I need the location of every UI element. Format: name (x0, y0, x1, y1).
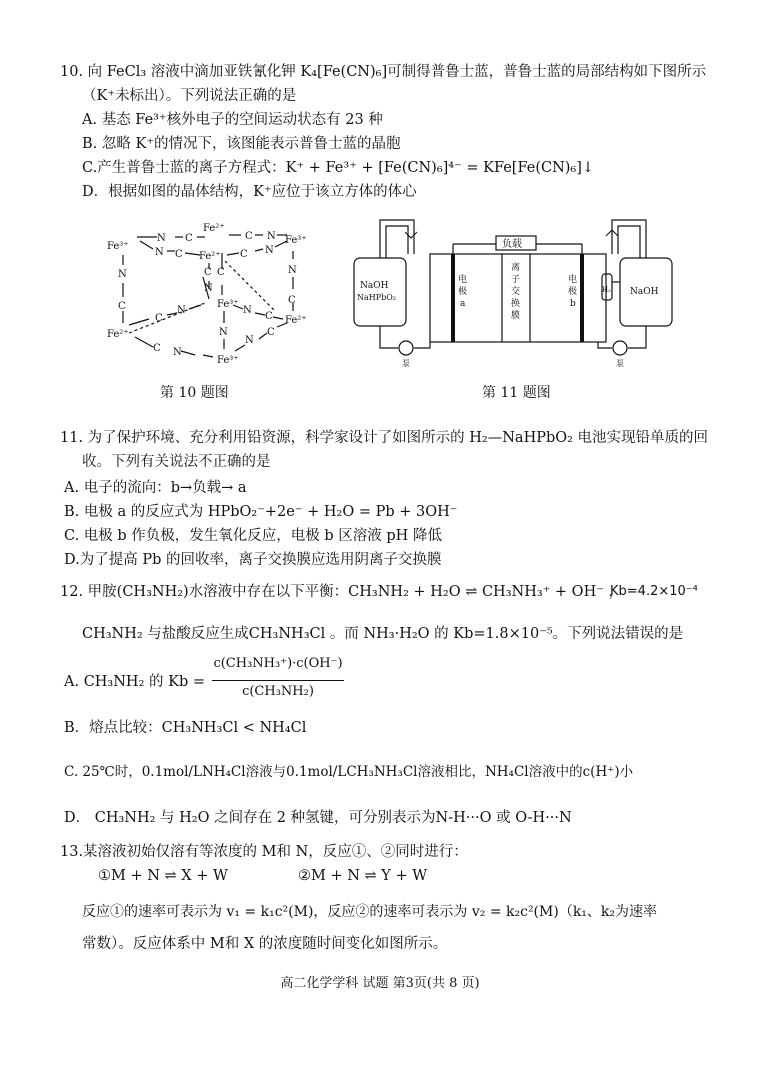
fe2-label: Fe²⁺ (203, 223, 225, 234)
n-label: N (265, 245, 274, 256)
q11-stem-line1: 11. 为了保护环境、充分利用铅资源，科学家设计了如图所示的 H₂—NaHPbO₂ 电池实现铅单质的回 (60, 430, 709, 446)
fe3-label: Fe³⁺ (217, 299, 239, 310)
fig10-caption: 第 10 题图 (160, 385, 229, 401)
q12-option-a-prefix: A. CH₃NH₂ 的 Kb = (64, 674, 205, 690)
c-label: C (153, 343, 161, 354)
q12-stem-line2: CH₃NH₂ 与盐酸反应生成CH₃NH₃Cl 。而 NH₃·H₂O 的 Kb=1.8×10⁻⁵。下列说法错误的是 (82, 626, 684, 642)
q11-stem-line2: 收。下列有关说法不正确的是 (82, 454, 271, 470)
n-label: N (245, 335, 254, 346)
n-label: N (118, 269, 127, 280)
q11-option-b: B. 电极 a 的反应式为 HPbO₂⁻+2e⁻ + H₂O = Pb + 3OH⁻ (64, 504, 458, 520)
c-label: C (288, 295, 296, 306)
q10-option-d: D．根据如图的晶体结构，K⁺应位于该立方体的体心 (82, 184, 417, 200)
electrode-a-char1: 电 (458, 275, 468, 285)
fe3-label: Fe³⁺ (217, 355, 239, 366)
n-label: N (267, 231, 276, 242)
left-tank-label-2: NaHPbO₂ (357, 293, 397, 302)
q11-option-a: A. 电子的流向：b→负载→ a (64, 480, 247, 496)
q12-kb-numerator: c(CH₃NH₃⁺)·c(OH⁻) (213, 656, 343, 671)
q10-stem-line1: 10. 向 FeCl₃ 溶液中滴加亚铁氰化钾 K₄[Fe(CN)₆]可制得普鲁士蓝，普鲁士蓝的局部结构如下图所示 (60, 64, 707, 80)
prussian-blue-structure-diagram (105, 215, 330, 370)
fig11-caption: 第 11 题图 (482, 385, 551, 401)
electrode-b-char3: b (570, 299, 576, 309)
n-label: N (155, 247, 164, 258)
left-pump-label: 泵 (402, 359, 410, 368)
c-label: C (175, 249, 183, 260)
q13-stem-line2: 反应①的速率可表示为 v₁ = k₁c²(M)，反应②的速率可表示为 v₂ = k₂c²(M)（k₁、k₂为速率 (82, 904, 658, 920)
electrode-b-char1: 电 (568, 275, 578, 285)
q10-option-c: C.产生普鲁士蓝的离子方程式：K⁺ + Fe³⁺ + [Fe(CN)₆]⁴⁻ = KFe[Fe(CN)₆]↓ (82, 160, 595, 176)
q13-stem-line3: 常数）。反应体系中 M和 X 的浓度随时间变化如图所示。 (82, 936, 448, 952)
q10-option-b: B. 忽略 K⁺的情况下，该图能表示普鲁士蓝的晶胞 (82, 136, 401, 152)
fraction-bar (212, 680, 344, 681)
page-footer: 高二化学学科 试题 第3页(共 8 页) (280, 976, 480, 991)
n-label: N (177, 305, 186, 316)
q12-option-b: B．熔点比较：CH₃NH₃Cl < NH₄Cl (64, 720, 307, 736)
q12-kb: Kb=4.2×10⁻⁴ (610, 584, 698, 599)
q12-option-c: C. 25℃时，0.1mol/LNH₄Cl溶液与0.1mol/LCH₃NH₃Cl溶液相比，NH₄Cl溶液中的c(H⁺)小 (64, 764, 634, 780)
left-tank-label-1: NaOH (360, 281, 389, 291)
n-label: N (204, 283, 213, 294)
load-label: 负载 (502, 239, 522, 250)
q12-kb-denominator: c(CH₃NH₂) (242, 684, 314, 699)
q11-option-d: D.为了提高 Pb 的回收率，离子交换膜应选用阴离子交换膜 (64, 552, 442, 568)
q13-reaction-2: ②M + N ⇌ Y + W (298, 868, 428, 884)
q10-option-a: A. 基态 Fe³⁺核外电子的空间运动状态有 23 种 (82, 112, 383, 128)
c-label: C (185, 233, 193, 244)
fe2-label: Fe²⁺ (285, 315, 307, 326)
q12-option-d: D． CH₃NH₂ 与 H₂O 之间存在 2 种氢键，可分别表示为N-H···O 或 O-H···N (64, 810, 572, 826)
membrane-char5: 膜 (511, 311, 521, 321)
membrane-char4: 换 (511, 299, 521, 309)
c-label: C (217, 267, 225, 278)
c-label: C (265, 311, 273, 322)
q12-stem-line1: 12. 甲胺(CH₃NH₂)水溶液中存在以下平衡：CH₃NH₂ + H₂O ⇌ CH₃NH₃⁺ + OH⁻ ， (60, 584, 623, 600)
electrode-a-char2: 极 (458, 287, 468, 297)
battery-device-diagram (350, 212, 685, 372)
c-label: C (245, 231, 253, 242)
n-label: N (243, 305, 252, 316)
fe2-label: Fe²⁺ (107, 329, 129, 340)
electrode-a-char3: a (460, 299, 466, 309)
q11-option-c: C. 电极 b 作负极，发生氧化反应，电极 b 区溶液 pH 降低 (64, 528, 442, 544)
fe3-label: Fe³⁺ (107, 241, 129, 252)
n-label: N (157, 233, 166, 244)
q10-stem-line2: （K⁺未标出）。下列说法正确的是 (82, 88, 297, 104)
c-label: C (204, 267, 212, 278)
q13-stem-line1: 13.某溶液初始仅溶有等浓度的 M和 N，反应①、②同时进行： (60, 844, 468, 860)
c-label: C (155, 313, 163, 324)
q13-reaction-1: ①M + N ⇌ X + W (98, 868, 228, 884)
electrode-b-char2: 极 (568, 287, 578, 297)
right-pump-label: 泵 (616, 359, 624, 368)
n-label: N (219, 327, 228, 338)
fe3-label: Fe³⁺ (285, 235, 307, 246)
right-tank-label: NaOH (630, 287, 659, 297)
membrane-char2: 子 (511, 275, 521, 285)
membrane-char1: 离 (511, 263, 521, 273)
membrane-char3: 交 (511, 287, 521, 297)
n-label: N (288, 265, 297, 276)
n-label: N (173, 347, 182, 358)
c-label: C (240, 249, 248, 260)
fe2-label: Fe²⁺ (199, 251, 221, 262)
h2-label: H₂ (602, 286, 611, 294)
c-label: C (267, 327, 275, 338)
c-label: C (118, 301, 126, 312)
